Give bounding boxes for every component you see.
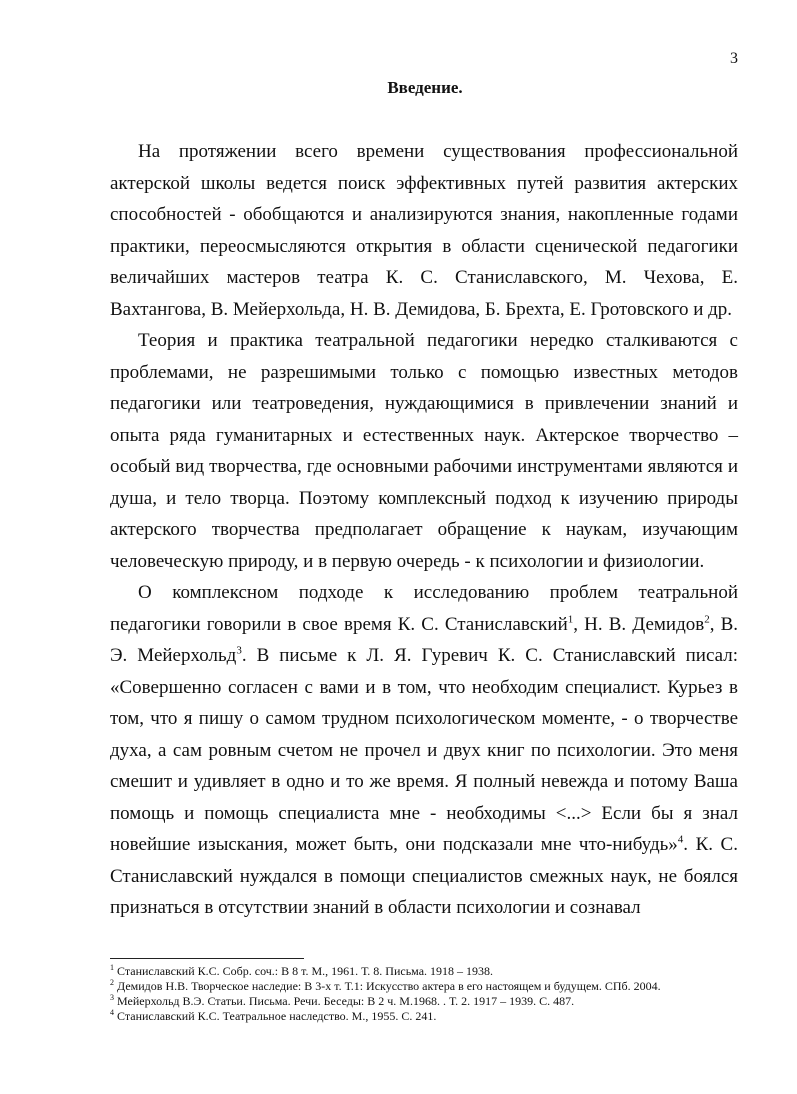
footnote-number: 4 (110, 1008, 114, 1017)
footnote-ref-1[interactable]: 1 (567, 613, 574, 626)
paragraph-2: Теория и практика театральной педагогики нередко сталкиваются с проблемами, не разрешимыми только с помощью известных методов педагогики или театроведения, нуждающимися в привлечении знаний и опыта ряда гуманитарных и естественных наук. Актерское творчество – особый вид творчества, где основными рабочими инструментами являются и душа, и тело творца. Поэтому комплексный подход к изучению природы актерского творчества предполагает обращение к наукам, изучающим человеческую природу, и в первую очередь - к психологии и физиологии. (110, 330, 738, 572)
footnote-text: Станиславский К.С. Собр. соч.: В 8 т. М., 1961. Т. 8. Письма. 1918 – 1938. (117, 964, 494, 978)
footnote-ref-4[interactable]: 4 (677, 833, 684, 846)
footnote-ref-3[interactable]: 3 (236, 644, 242, 657)
footnote-text: Станиславский К.С. Театральное наследство. М., 1955. С. 241. (117, 1009, 437, 1023)
footnote-item (110, 1009, 750, 1024)
footnote-number: 1 (110, 963, 114, 972)
footnote-ref-2[interactable]: 2 (704, 613, 710, 626)
footnotes (110, 964, 750, 1024)
section-title: Введение. (387, 78, 463, 97)
footnote-text: Демидов Н.В. Творческое наследие: В 3-х т. Т.1: Искусство актера в его настоящем и будущем. СПб. 2004. (117, 979, 661, 993)
footnote-text: Мейерхольд В.Э. Статьи. Письма. Речи. Беседы: В 2 ч. М.1968. . Т. 2. 1917 – 1939. С. 487. (117, 994, 575, 1008)
paragraph-3-segment: , Н. В. Демидов (573, 613, 705, 635)
body-text (110, 136, 738, 924)
footnote-item (110, 979, 750, 994)
paragraph-3-segment: , В. Э. Мейерхольд (110, 613, 738, 666)
paragraph-1: На протяжении всего времени существования профессиональной актерской школы ведется поиск эффективных путей развития актерских способностей - обобщаются и анализируются знания, накопленные годами практики, переосмысляются открытия в области сценической педагогики величайших мастеров театра К. С. Станиславского, М. Чехова, Е. Вахтангова, В. Мейерхольда, Н. В. Демидова, Б. Брехта, Е. Гротовского и др. (110, 141, 738, 320)
footnote-divider (110, 958, 304, 959)
footnote-number: 2 (110, 978, 114, 987)
page-number: 3 (730, 50, 738, 67)
footnote-number: 3 (110, 993, 114, 1002)
footnote-item (110, 964, 750, 979)
paragraph-3-segment: . В письме к Л. Я. Гуревич К. С. Станиславский писал: «Совершенно согласен с вами и в том, что необходим специалист. Курьез в том, что я пишу о самом трудном психологическом моменте, - о творчестве духа, а сам ровным счетом не прочел и двух книг по психологии. Это меня смешит и удивляет в одно и то же время. Я полный невежда и потому Ваша помощь и помощь специалиста мне - необходимы <...> Если бы я знал новейшие изыскания, может быть, они подсказали мне что-нибудь» (110, 645, 739, 855)
footnote-item (110, 994, 750, 1009)
paragraph-3-segment: О комплексном подходе к исследованию проблем театральной педагогики говорили в свое время К. С. Станиславский (110, 582, 738, 635)
paragraph-3 (110, 577, 738, 924)
paragraph-3-segment: . К. С. Станиславский нуждался в помощи специалистов смежных наук, не боялся признаться в отсутствии знаний в области психологии и сознавал (110, 834, 738, 918)
